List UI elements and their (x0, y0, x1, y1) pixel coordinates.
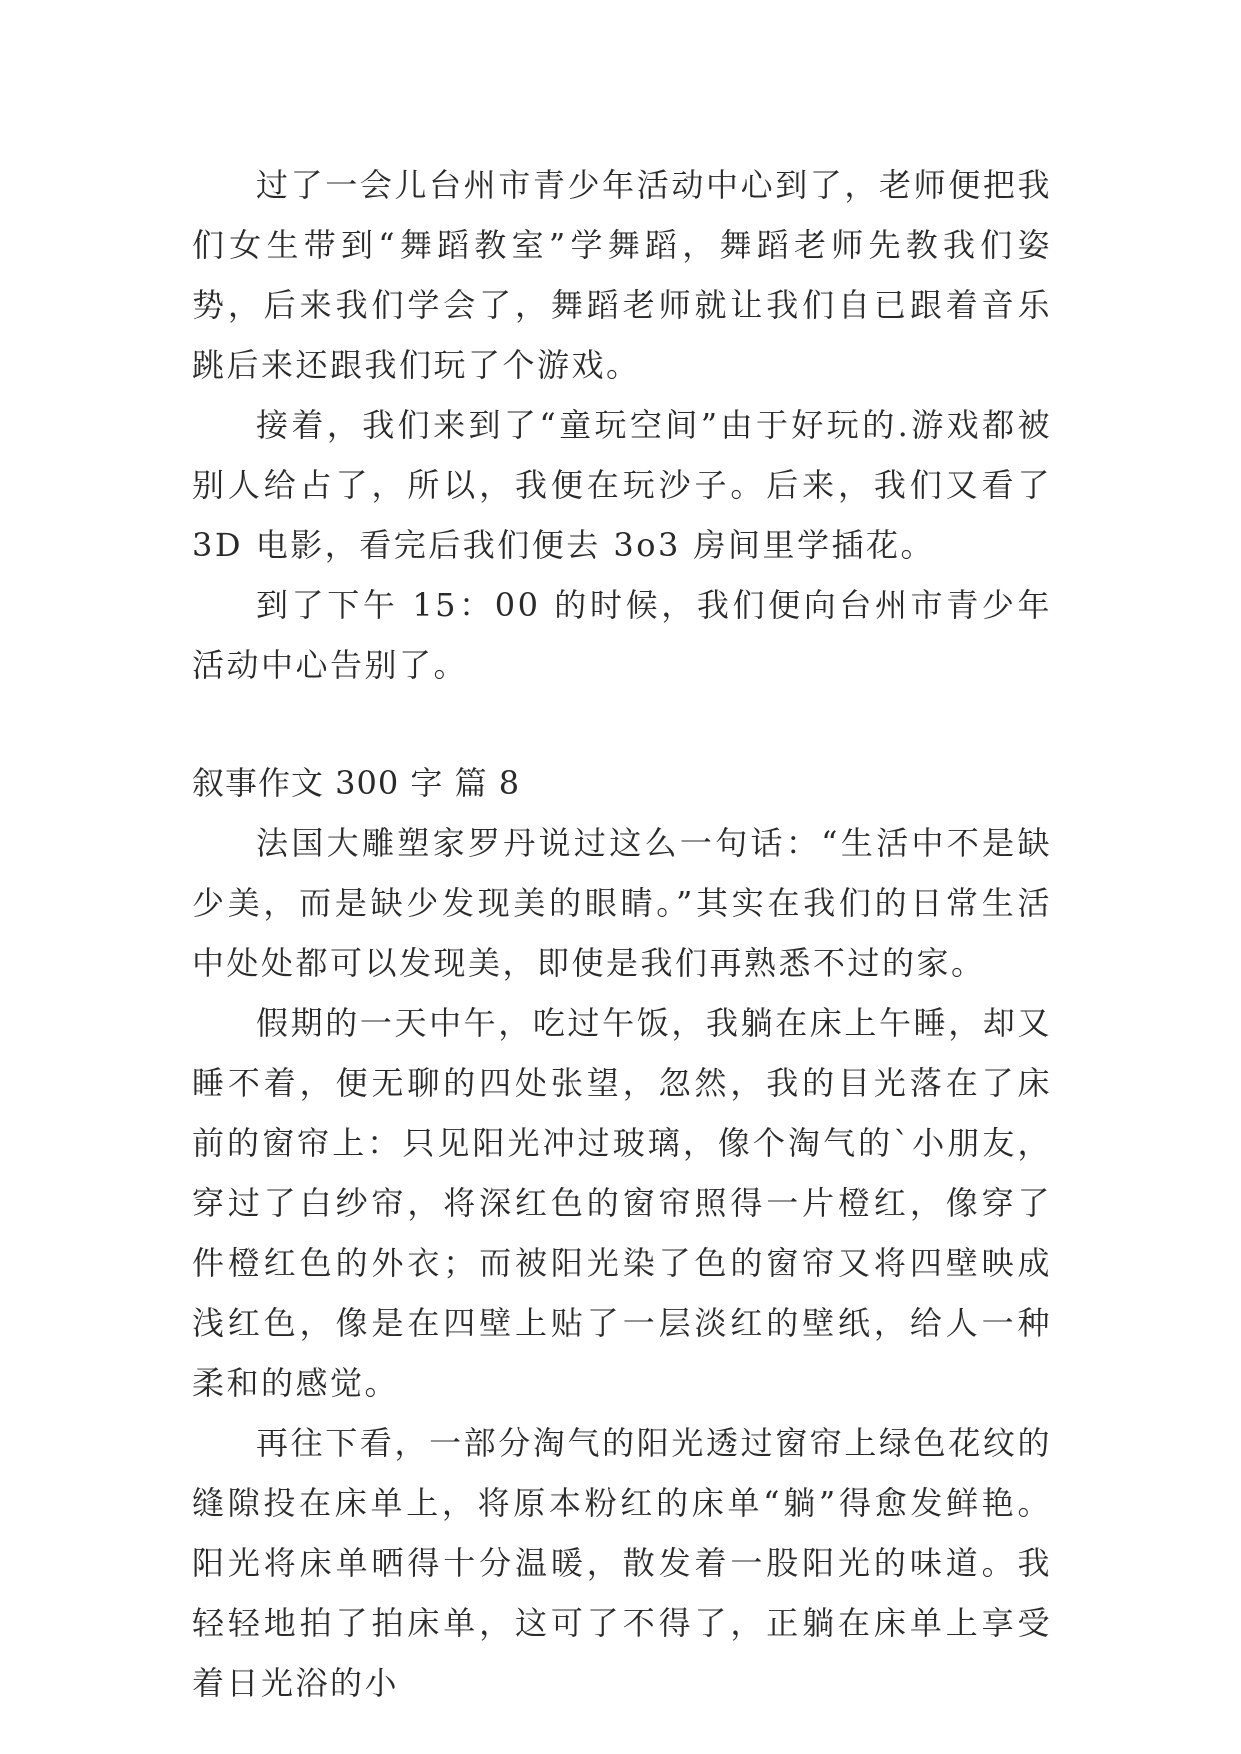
paragraph: 假期的一天中午，吃过午饭，我躺在床上午睡，却又睡不着，便无聊的四处张望，忽然，我的目光落在了床前的窗帘上：只见阳光冲过玻璃，像个淘气的`小朋友，穿过了白纱帘，将深红色的窗帘照得一片橙红，像穿了件橙红色的外衣；而被阳光染了色的窗帘又将四壁映成浅红色，像是在四壁上贴了一层淡红的壁纸，给人一种柔和的感觉。 (192, 1004, 1052, 1402)
paragraph: 接着，我们来到了“童玩空间”由于好玩的.游戏都被别人给占了，所以，我便在玩沙子。后来，我们又看了 3D 电影，看完后我们便去 3o3 房间里学插花。 (192, 406, 1052, 564)
paragraph: 再往下看，一部分淘气的阳光透过窗帘上绿色花纹的缝隙投在床单上，将原本粉红的床单“躺”得愈发鲜艳。阳光将床单晒得十分温暖，散发着一股阳光的味道。我轻轻地拍了拍床单，这可了不得了，正躺在床单上享受着日光浴的小 (192, 1424, 1052, 1702)
paragraph: 法国大雕塑家罗丹说过这么一句话：“生活中不是缺少美，而是缺少发现美的眼睛。”其实在我们的日常生活中处处都可以发现美，即使是我们再熟悉不过的家。 (192, 824, 1052, 982)
section-spacer (192, 695, 1052, 753)
section-heading: 叙事作文 300 字 篇 8 (192, 764, 521, 802)
paragraph: 到了下午 15：00 的时候，我们便向台州市青少年活动中心告别了。 (192, 586, 1052, 684)
document-page (192, 155, 1052, 1713)
paragraph: 过了一会儿台州市青少年活动中心到了，老师便把我们女生带到“舞蹈教室”学舞蹈，舞蹈老师先教我们姿势，后来我们学会了，舞蹈老师就让我们自已跟着音乐跳后来还跟我们玩了个游戏。 (192, 166, 1052, 384)
